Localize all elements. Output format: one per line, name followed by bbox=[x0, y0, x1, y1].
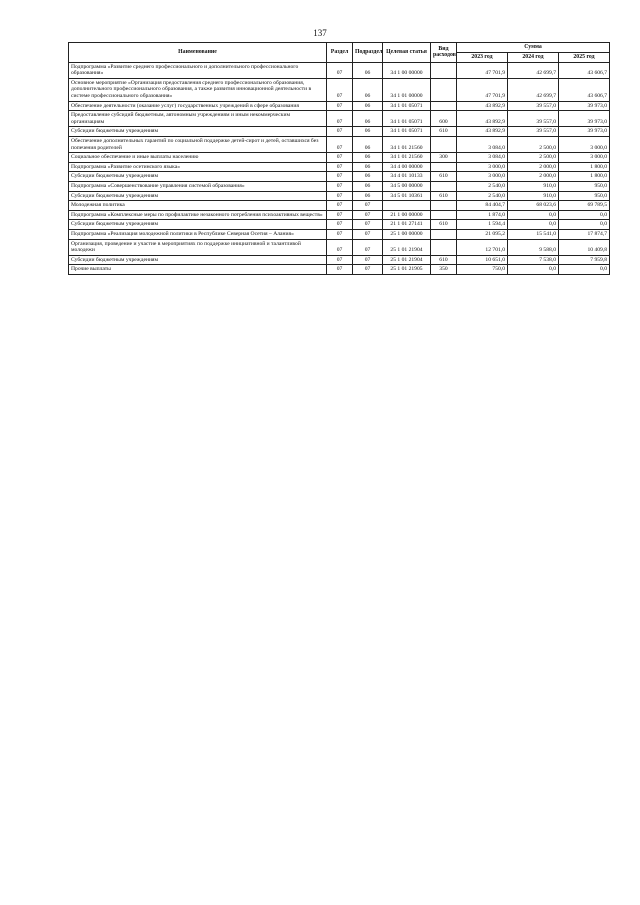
row-celevaya bbox=[383, 201, 431, 211]
row-razdel: 07 bbox=[327, 101, 353, 111]
table-row bbox=[69, 153, 610, 163]
table-row bbox=[69, 229, 610, 239]
row-sum-2025: 39 973,0 bbox=[559, 101, 610, 111]
table-row bbox=[69, 101, 610, 111]
row-sum-2024: 9 588,0 bbox=[508, 239, 559, 255]
header-razdel: Раздел bbox=[327, 43, 353, 63]
row-sum-2024: 0,0 bbox=[508, 220, 559, 230]
row-vid bbox=[431, 62, 457, 78]
row-podrazdel: 06 bbox=[353, 62, 383, 78]
row-sum-2023: 3 000,0 bbox=[457, 172, 508, 182]
row-celevaya: 25 1 01 21904 bbox=[383, 239, 431, 255]
row-sum-2024: 39 557,0 bbox=[508, 111, 559, 127]
row-vid bbox=[431, 181, 457, 191]
table-row bbox=[69, 210, 610, 220]
row-sum-2025: 43 606,7 bbox=[559, 78, 610, 101]
row-razdel: 07 bbox=[327, 220, 353, 230]
row-razdel: 07 bbox=[327, 162, 353, 172]
row-razdel: 07 bbox=[327, 153, 353, 163]
row-celevaya: 25 1 00 00000 bbox=[383, 229, 431, 239]
row-razdel: 07 bbox=[327, 191, 353, 201]
row-sum-2025: 3 000,0 bbox=[559, 137, 610, 153]
row-podrazdel: 06 bbox=[353, 137, 383, 153]
table-row bbox=[69, 201, 610, 211]
row-celevaya: 34 1 01 05071 bbox=[383, 111, 431, 127]
row-razdel: 07 bbox=[327, 62, 353, 78]
row-sum-2025: 17 874,7 bbox=[559, 229, 610, 239]
row-podrazdel: 06 bbox=[353, 101, 383, 111]
row-sum-2025: 69 789,5 bbox=[559, 201, 610, 211]
row-podrazdel: 06 bbox=[353, 191, 383, 201]
row-name: Социальное обеспечение и иные выплаты населению bbox=[69, 153, 327, 163]
table-row bbox=[69, 137, 610, 153]
row-sum-2025: 3 000,0 bbox=[559, 153, 610, 163]
table-row bbox=[69, 111, 610, 127]
table-row bbox=[69, 162, 610, 172]
row-podrazdel: 07 bbox=[353, 229, 383, 239]
row-vid bbox=[431, 162, 457, 172]
row-sum-2025: 39 973,0 bbox=[559, 111, 610, 127]
row-name: Молодежная политика bbox=[69, 201, 327, 211]
row-celevaya: 34 1 01 05071 bbox=[383, 101, 431, 111]
row-podrazdel: 06 bbox=[353, 181, 383, 191]
row-celevaya: 21 1 01 27141 bbox=[383, 220, 431, 230]
row-sum-2024: 42 699,7 bbox=[508, 78, 559, 101]
row-sum-2025: 1 800,0 bbox=[559, 172, 610, 182]
row-podrazdel: 07 bbox=[353, 201, 383, 211]
row-name: Обеспечение деятельности (оказание услуг) государственных учреждений в сфере образования bbox=[69, 101, 327, 111]
header-summa: Сумма bbox=[457, 43, 610, 53]
row-podrazdel: 06 bbox=[353, 78, 383, 101]
row-celevaya: 34 1 01 00000 bbox=[383, 78, 431, 101]
row-sum-2025: 7 959,8 bbox=[559, 255, 610, 265]
row-podrazdel: 07 bbox=[353, 220, 383, 230]
table-row bbox=[69, 62, 610, 78]
table-row bbox=[69, 78, 610, 101]
row-vid: 610 bbox=[431, 127, 457, 137]
row-sum-2025: 10 409,8 bbox=[559, 239, 610, 255]
row-sum-2023: 43 892,9 bbox=[457, 111, 508, 127]
row-vid bbox=[431, 101, 457, 111]
row-sum-2023: 750,0 bbox=[457, 265, 508, 275]
page-number: 137 bbox=[313, 28, 327, 38]
row-name: Прочие выплаты bbox=[69, 265, 327, 275]
row-name: Организация, проведение и участие в мероприятиях по поддержке инициативной и талантливой молодежи bbox=[69, 239, 327, 255]
row-razdel: 07 bbox=[327, 181, 353, 191]
row-sum-2023: 43 892,9 bbox=[457, 101, 508, 111]
row-celevaya: 34 5 00 00000 bbox=[383, 181, 431, 191]
row-name: Подпрограмма «Развитие осетинского языка» bbox=[69, 162, 327, 172]
row-podrazdel: 06 bbox=[353, 153, 383, 163]
row-razdel: 07 bbox=[327, 229, 353, 239]
row-sum-2024: 68 023,6 bbox=[508, 201, 559, 211]
table-row bbox=[69, 255, 610, 265]
row-name: Основное мероприятие «Организация предоставления среднего профессионального образования, дополнительного профессионального образования, а также развития инновационной деятельности в системе профессионального образования» bbox=[69, 78, 327, 101]
row-vid: 300 bbox=[431, 153, 457, 163]
row-razdel: 07 bbox=[327, 127, 353, 137]
table-row bbox=[69, 181, 610, 191]
row-vid: 600 bbox=[431, 111, 457, 127]
row-podrazdel: 06 bbox=[353, 162, 383, 172]
row-razdel: 07 bbox=[327, 255, 353, 265]
row-sum-2024: 910,0 bbox=[508, 191, 559, 201]
row-vid bbox=[431, 137, 457, 153]
row-vid bbox=[431, 210, 457, 220]
table-row bbox=[69, 265, 610, 275]
table-header bbox=[69, 43, 610, 63]
row-vid bbox=[431, 78, 457, 101]
row-name: Субсидии бюджетным учреждениям bbox=[69, 127, 327, 137]
header-vid: Вид расходов bbox=[431, 43, 457, 63]
row-podrazdel: 07 bbox=[353, 239, 383, 255]
row-razdel: 07 bbox=[327, 172, 353, 182]
row-sum-2025: 950,0 bbox=[559, 181, 610, 191]
row-sum-2025: 0,0 bbox=[559, 220, 610, 230]
row-name: Подпрограмма «Совершенствование управления системой образования» bbox=[69, 181, 327, 191]
row-celevaya: 34 4 01 10133 bbox=[383, 172, 431, 182]
row-name: Подпрограмма «Комплексные меры по профилактике незаконного потребления психоактивных веществ» bbox=[69, 210, 327, 220]
row-vid bbox=[431, 229, 457, 239]
header-name: Наименование bbox=[69, 43, 327, 63]
row-sum-2024: 0,0 bbox=[508, 265, 559, 275]
row-sum-2023: 21 095,2 bbox=[457, 229, 508, 239]
row-sum-2025: 950,0 bbox=[559, 191, 610, 201]
row-name: Подпрограмма «Реализация молодежной политики в Республике Северная Осетия – Алания» bbox=[69, 229, 327, 239]
row-sum-2023: 47 701,9 bbox=[457, 62, 508, 78]
row-celevaya: 34 5 01 10361 bbox=[383, 191, 431, 201]
row-celevaya: 34 1 01 21560 bbox=[383, 137, 431, 153]
row-sum-2024: 0,0 bbox=[508, 210, 559, 220]
row-sum-2023: 43 892,9 bbox=[457, 127, 508, 137]
row-sum-2023: 1 594,4 bbox=[457, 220, 508, 230]
budget-table bbox=[68, 42, 610, 275]
row-celevaya: 34 1 00 00000 bbox=[383, 62, 431, 78]
row-sum-2024: 15 541,0 bbox=[508, 229, 559, 239]
row-sum-2023: 47 701,9 bbox=[457, 78, 508, 101]
row-name: Субсидии бюджетным учреждениям bbox=[69, 255, 327, 265]
row-sum-2024: 39 557,0 bbox=[508, 101, 559, 111]
row-podrazdel: 06 bbox=[353, 111, 383, 127]
row-name: Субсидии бюджетным учреждениям bbox=[69, 191, 327, 201]
row-name: Обеспечение дополнительных гарантий по социальной поддержке детей-сирот и детей, оставшихся без попечения родителей bbox=[69, 137, 327, 153]
header-2024: 2024 год bbox=[508, 52, 559, 62]
row-celevaya: 34 1 01 05071 bbox=[383, 127, 431, 137]
row-celevaya: 34 1 01 21560 bbox=[383, 153, 431, 163]
row-sum-2023: 84 404,7 bbox=[457, 201, 508, 211]
table-body bbox=[69, 62, 610, 274]
row-razdel: 07 bbox=[327, 239, 353, 255]
table-row bbox=[69, 191, 610, 201]
header-celevaya: Целевая статья bbox=[383, 43, 431, 63]
row-celevaya: 25 1 01 21905 bbox=[383, 265, 431, 275]
row-razdel: 07 bbox=[327, 78, 353, 101]
row-vid: 610 bbox=[431, 172, 457, 182]
row-sum-2025: 0,0 bbox=[559, 210, 610, 220]
row-celevaya: 25 1 01 21904 bbox=[383, 255, 431, 265]
row-sum-2025: 1 800,0 bbox=[559, 162, 610, 172]
row-name: Субсидии бюджетным учреждениям bbox=[69, 172, 327, 182]
row-razdel: 07 bbox=[327, 265, 353, 275]
row-name: Субсидии бюджетным учреждениям bbox=[69, 220, 327, 230]
row-celevaya: 21 1 00 00000 bbox=[383, 210, 431, 220]
table-row bbox=[69, 220, 610, 230]
row-razdel: 07 bbox=[327, 210, 353, 220]
row-sum-2024: 42 699,7 bbox=[508, 62, 559, 78]
header-2025: 2025 год bbox=[559, 52, 610, 62]
row-sum-2025: 39 973,0 bbox=[559, 127, 610, 137]
row-sum-2024: 7 538,0 bbox=[508, 255, 559, 265]
row-sum-2023: 3 084,0 bbox=[457, 153, 508, 163]
row-podrazdel: 06 bbox=[353, 127, 383, 137]
row-sum-2024: 2 500,0 bbox=[508, 153, 559, 163]
row-sum-2023: 10 651,0 bbox=[457, 255, 508, 265]
row-vid: 610 bbox=[431, 191, 457, 201]
row-sum-2024: 2 000,0 bbox=[508, 162, 559, 172]
row-sum-2023: 1 874,0 bbox=[457, 210, 508, 220]
row-podrazdel: 07 bbox=[353, 255, 383, 265]
row-sum-2023: 2 540,0 bbox=[457, 191, 508, 201]
row-razdel: 07 bbox=[327, 111, 353, 127]
row-sum-2024: 910,0 bbox=[508, 181, 559, 191]
table-row bbox=[69, 127, 610, 137]
row-sum-2024: 2 500,0 bbox=[508, 137, 559, 153]
row-podrazdel: 07 bbox=[353, 210, 383, 220]
row-sum-2025: 0,0 bbox=[559, 265, 610, 275]
row-sum-2023: 3 084,0 bbox=[457, 137, 508, 153]
row-razdel: 07 bbox=[327, 201, 353, 211]
row-sum-2023: 2 540,0 bbox=[457, 181, 508, 191]
row-podrazdel: 06 bbox=[353, 172, 383, 182]
row-sum-2025: 43 606,7 bbox=[559, 62, 610, 78]
row-name: Предоставление субсидий бюджетным, автономным учреждениям и иным некоммерческим организациям bbox=[69, 111, 327, 127]
row-name: Подпрограмма «Развитие среднего профессионального и дополнительного профессионального образования» bbox=[69, 62, 327, 78]
row-vid: 610 bbox=[431, 255, 457, 265]
row-sum-2023: 3 000,0 bbox=[457, 162, 508, 172]
table-row bbox=[69, 172, 610, 182]
row-razdel: 07 bbox=[327, 137, 353, 153]
row-vid: 610 bbox=[431, 220, 457, 230]
row-sum-2024: 39 557,0 bbox=[508, 127, 559, 137]
header-2023: 2023 год bbox=[457, 52, 508, 62]
row-vid: 350 bbox=[431, 265, 457, 275]
row-sum-2023: 12 701,0 bbox=[457, 239, 508, 255]
header-podrazdel: Подраздел bbox=[353, 43, 383, 63]
row-vid bbox=[431, 201, 457, 211]
row-vid bbox=[431, 239, 457, 255]
row-podrazdel: 07 bbox=[353, 265, 383, 275]
row-sum-2024: 2 000,0 bbox=[508, 172, 559, 182]
table-row bbox=[69, 239, 610, 255]
row-celevaya: 34 4 00 00000 bbox=[383, 162, 431, 172]
